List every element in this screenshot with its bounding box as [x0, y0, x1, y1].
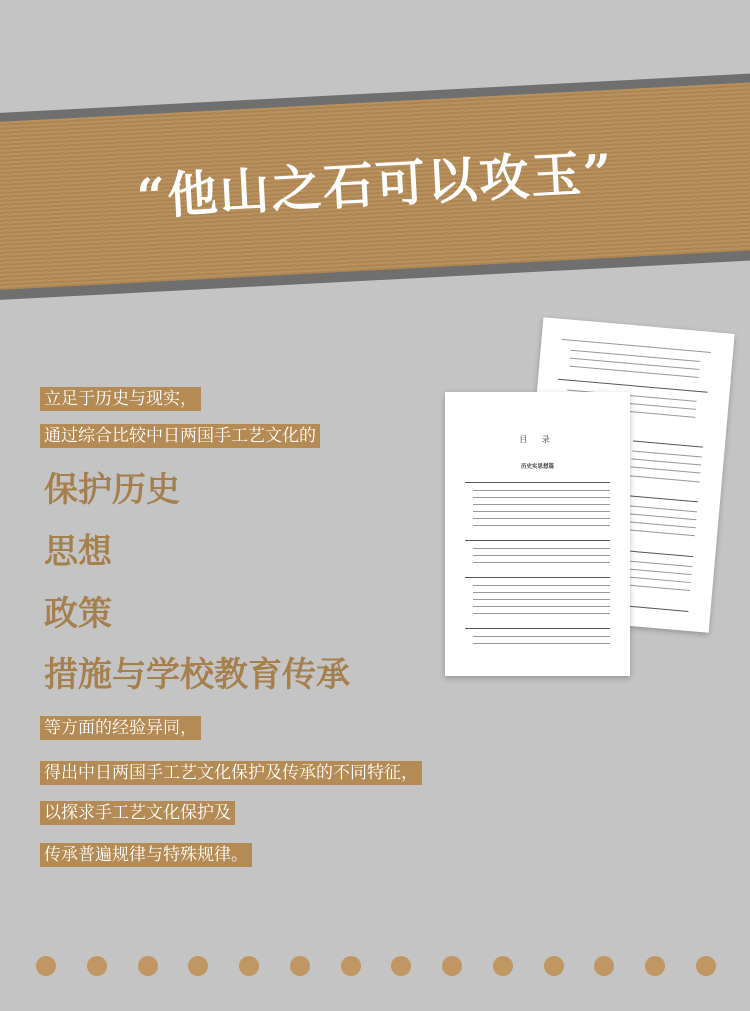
- toc-part-title: 历史实思想篇: [520, 464, 554, 470]
- book-page-toc: [445, 392, 630, 676]
- decorative-dot: [36, 956, 56, 976]
- decorative-dot: [290, 956, 310, 976]
- intro-line-1: 立足于历史与现实，: [40, 387, 201, 411]
- decorative-dot: [239, 956, 259, 976]
- decorative-dot: [442, 956, 462, 976]
- conclusion-line-2: 得出中日两国手工艺文化保护及传承的不同特征，: [40, 761, 422, 785]
- banner-title: “他山之石可以攻玉”: [135, 142, 616, 227]
- decorative-dot: [391, 956, 411, 976]
- toc-title: 目 录: [519, 435, 556, 444]
- decorative-dot: [696, 956, 716, 976]
- decorative-dot: [188, 956, 208, 976]
- conclusion-line-3: 以探求手工艺文化保护及: [40, 801, 235, 825]
- aspect-thought: 思想: [44, 532, 112, 572]
- intro-line-2: 通过综合比较中日两国手工艺文化的: [40, 424, 320, 448]
- conclusion-line-1: 等方面的经验异同，: [40, 716, 201, 740]
- aspect-policy: 政策: [44, 594, 112, 634]
- aspect-history: 保护历史: [44, 470, 180, 510]
- decorative-dot: [87, 956, 107, 976]
- conclusion-line-4: 传承普遍规律与特殊规律。: [40, 843, 252, 867]
- decorative-dot: [341, 956, 361, 976]
- decorative-dot: [594, 956, 614, 976]
- aspect-measures: 措施与学校教育传承: [44, 655, 350, 695]
- decorative-dot: [544, 956, 564, 976]
- decorative-dot: [138, 956, 158, 976]
- decorative-dot: [645, 956, 665, 976]
- decorative-dot: [493, 956, 513, 976]
- decorative-dots: [36, 956, 716, 976]
